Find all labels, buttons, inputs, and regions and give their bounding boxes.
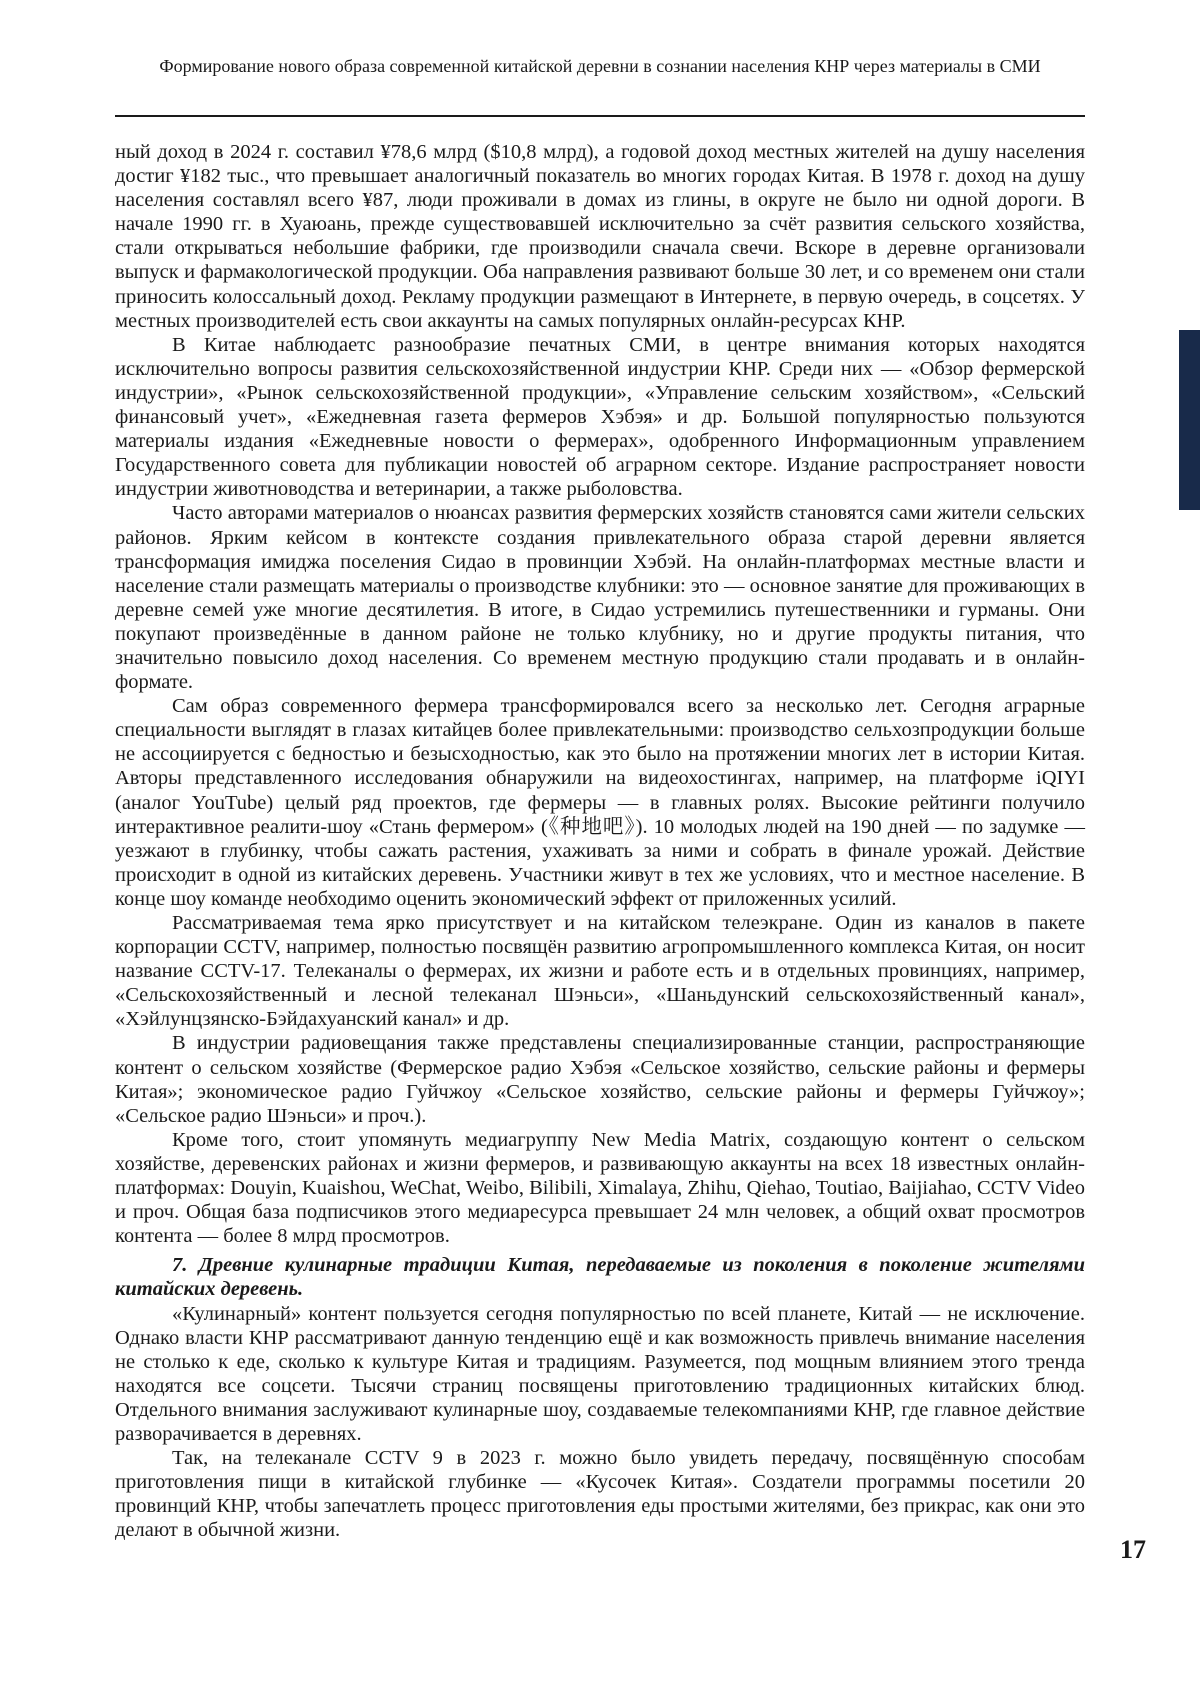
paragraph: Кроме того, стоит упомянуть медиагруппу New Media Matrix, создающую контент о сельском хозяйстве, деревенских районах и жизни фермеров, и развивающую аккаунты на всех 18 известных онлайн-платформах: Douyin, Kuaishou, WeChat, Weibo, Bilibili, Ximalaya, Zhihu, Qiehao, Toutiao, Baijiahao, CCTV Video и проч. Общая база подписчиков этого медиаресурса превышает 24 млн человек, а общий охват просмотров контента — более 8 млрд просмотров. xyxy=(115,1128,1085,1248)
page-number: 17 xyxy=(1120,1535,1146,1565)
paragraph: В индустрии радиовещания также представлены специализированные станции, распространяющие контент о сельском хозяйстве (Фермерское радио Хэбэя «Сельское хозяйство, сельские районы и фермеры Китая»; экономическое радио Гуйчжоу «Сельское хозяйство, сельские районы и фермеры Гуйчжоу»; «Сельское радио Шэньси» и проч.). xyxy=(115,1031,1085,1127)
paragraph: «Кулинарный» контент пользуется сегодня популярностью по всей планете, Китай — не исключение. Однако власти КНР рассматривают данную тенденцию ещё и как возможность привлечь внимание населения не столько к еде, сколько к культуре Китая и традициям. Разумеется, под мощным влиянием этого тренда находятся все соцсети. Тысячи страниц посвящены приготовлению традиционных китайских блюд. Отдельного внимания заслуживают кулинарные шоу, создаваемые телекомпаниями КНР, где главное действие разворачивается в деревнях. xyxy=(115,1302,1085,1447)
paragraph: Рассматриваемая тема ярко присутствует и на китайском телеэкране. Один из каналов в пакете корпорации CCTV, например, полностью посвящён развитию агропромышленного комплекса Китая, он носит название CCTV-17. Телеканалы о фермерах, их жизни и работе есть и в отдельных провинциях, например, «Сельскохозяйственный и лесной телеканал Шэньси», «Шаньдунский сельскохозяйственный канал», «Хэйлунцзянско-Бэйдахуанский канал» и др. xyxy=(115,911,1085,1031)
paragraph: Сам образ современного фермера трансформировался всего за несколько лет. Сегодня аграрные специальности выглядят в глазах китайцев более привлекательными: производство сельхозпродукции больше не ассоциируется с бедностью и безысходностью, как это было на протяжении многих лет в истории Китая. Авторы представленного исследования обнаружили на видеохостингах, например, на платформе iQIYI (аналог YouTube) целый ряд проектов, где фермеры — в главных ролях. Высокие рейтинги получило интерактивное реалити-шоу «Стань фермером» (《种地吧》). 10 молодых людей на 190 дней — по задумке — уезжают в глубинку, чтобы сажать растения, ухаживать за ними и собрать в финале урожай. Действие происходит в одной из китайских деревень. Участники живут в тех же условиях, что и местное население. В конце шоу команде необходимо оценить экономический эффект от приложенных усилий. xyxy=(115,694,1085,911)
side-thumb-tab xyxy=(1179,330,1200,510)
header-rule xyxy=(115,115,1085,117)
paragraph: ный доход в 2024 г. составил ¥78,6 млрд ($10,8 млрд), а годовой доход местных жителей на душу населения достиг ¥182 тыс., что превышает аналогичный показатель во многих городах Китая. В 1978 г. доход на душу населения составлял всего ¥87, люди проживали в домах из глины, в округе не было ни одной дороги. В начале 1990 гг. в Хуаюань, прежде существовавшей исключительно за счёт развития сельского хозяйства, стали открываться небольшие фабрики, где производили сначала свечи. Вскоре в деревне организовали выпуск и фармакологической продукции. Оба направления развивают больше 30 лет, и со временем они стали приносить колоссальный доход. Рекламу продукции размещают в Интернете, в первую очередь, в соцсетях. У местных производителей есть свои аккаунты на самых популярных онлайн-ресурсах КНР. xyxy=(115,140,1085,333)
article-body xyxy=(115,140,1085,1542)
running-title: Формирование нового образа современной китайской деревни в сознании населения КНР через материалы в СМИ xyxy=(115,54,1085,78)
paragraph: Часто авторами материалов о нюансах развития фермерских хозяйств становятся сами жители сельских районов. Ярким кейсом в контексте создания привлекательного образа старой деревни является трансформация имиджа поселения Сидао в провинции Хэбэй. На онлайн-платформах местные власти и население стали размещать материалы о производстве клубники: это — основное занятие для проживающих в деревне семей уже многие десятилетия. В итоге, в Сидао устремились путешественники и гурманы. Они покупают произведённые в данном районе не только клубнику, но и другие продукты питания, что значительно повысило доход населения. Со временем местную продукцию стали продавать и в онлайн-формате. xyxy=(115,501,1085,694)
section-heading: 7. Древние кулинарные традиции Китая, передаваемые из поколения в поколение жителями китайских деревень. xyxy=(115,1253,1085,1301)
paragraph: Так, на телеканале CCTV 9 в 2023 г. можно было увидеть передачу, посвящённую способам приготовления пищи в китайской глубинке — «Кусочек Китая». Создатели программы посетили 20 провинций КНР, чтобы запечатлеть процесс приготовления еды простыми жителями, без прикрас, как они это делают в обычной жизни. xyxy=(115,1446,1085,1542)
paragraph: В Китае наблюдаетс разнообразие печатных СМИ, в центре внимания которых находятся исключительно вопросы развития сельскохозяйственной индустрии КНР. Среди них — «Обзор фермерской индустрии», «Рынок сельскохозяйственной продукции», «Управление сельским хозяйством», «Сельский финансовый учет», «Ежедневная газета фермеров Хэбэя» и др. Большой популярностью пользуются материалы издания «Ежедневные новости о фермерах», одобренного Информационным управлением Государственного совета для публикации новостей об аграрном секторе. Издание распространяет новости индустрии животноводства и ветеринарии, а также рыболовства. xyxy=(115,333,1085,502)
